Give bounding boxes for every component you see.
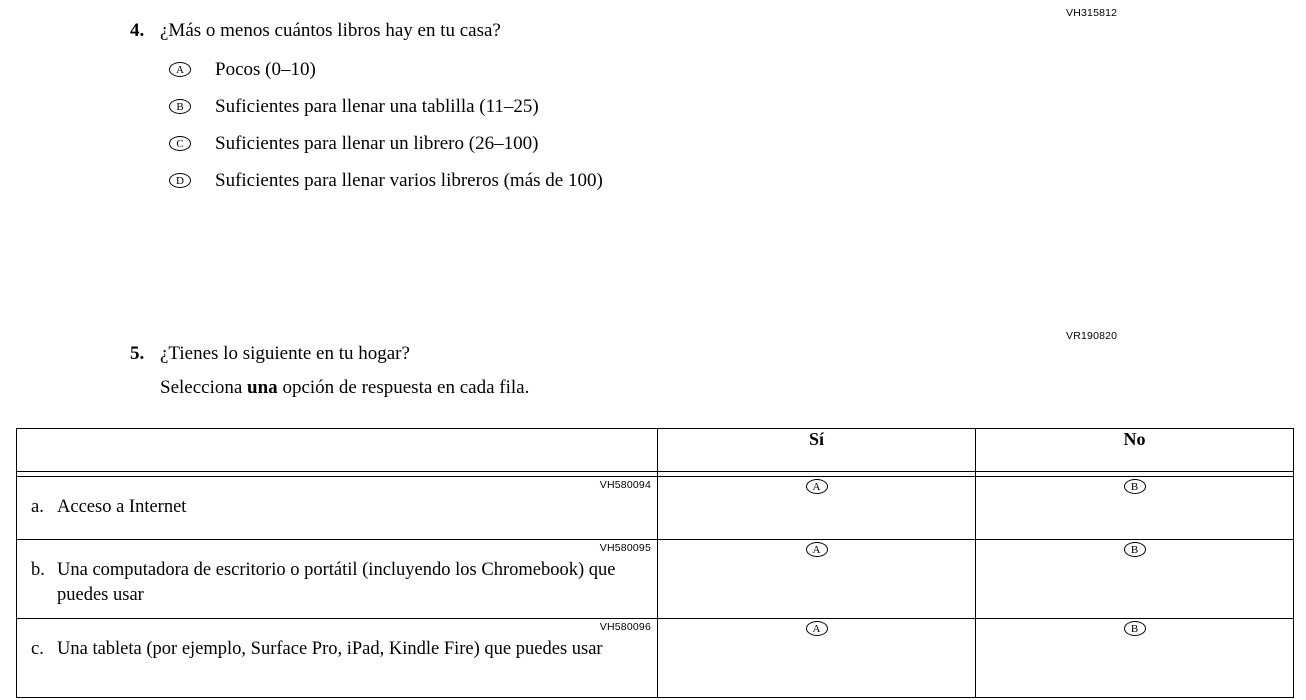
instruction-emphasis: una: [247, 377, 278, 398]
radio-bubble-c-yes-icon[interactable]: A: [806, 621, 828, 636]
radio-bubble-b-yes-icon[interactable]: A: [806, 542, 828, 557]
matrix-header-row: [17, 429, 1294, 472]
option-b-label: Suficientes para llenar una tablilla (11–25): [215, 96, 539, 117]
matrix-stem-b: [17, 540, 658, 619]
option-c[interactable]: [169, 132, 1130, 156]
option-b[interactable]: [169, 95, 1130, 119]
question-5-header: [130, 341, 1130, 367]
row-c-letter: c.: [31, 639, 44, 659]
item-code-row-c: VH580096: [599, 621, 651, 633]
question-4-number: 4.: [130, 20, 145, 41]
row-c-text: Una tableta (por ejemplo, Surface Pro, iPad, Kindle Fire) que puedes usar: [57, 639, 603, 659]
item-code-q4: VH315812: [1066, 7, 1118, 19]
option-c-label: Suficientes para llenar un librero (26–100): [215, 133, 539, 154]
matrix-answer-a-yes[interactable]: [658, 477, 976, 540]
table-row: [17, 477, 1294, 540]
option-d-label: Suficientes para llenar varios libreros (más de 100): [215, 170, 603, 191]
row-b-letter: b.: [31, 560, 45, 580]
table-row: [17, 619, 1294, 698]
question-5-instruction: [160, 376, 1130, 400]
item-code-row-a: VH580094: [599, 479, 651, 491]
instruction-pre: Selecciona: [160, 377, 248, 398]
radio-bubble-c-icon[interactable]: C: [169, 136, 191, 151]
option-d[interactable]: [169, 169, 1130, 193]
question-5-number: 5.: [130, 343, 145, 364]
matrix-stem-a: [17, 477, 658, 540]
question-5: [130, 341, 1130, 400]
row-a-text: Acceso a Internet: [57, 497, 187, 517]
item-code-q5: VR190820: [1066, 330, 1118, 342]
radio-bubble-c-no-icon[interactable]: B: [1124, 621, 1146, 636]
matrix-answer-a-no[interactable]: [976, 477, 1294, 540]
question-4-text: ¿Más o menos cuántos libros hay en tu casa?: [160, 20, 501, 41]
matrix-header-stem: [17, 429, 658, 472]
question-4: [130, 18, 1130, 206]
table-row: [17, 540, 1294, 619]
matrix-stem-c: [17, 619, 658, 698]
question-4-options: [169, 58, 1130, 193]
radio-bubble-a-no-icon[interactable]: B: [1124, 479, 1146, 494]
radio-bubble-b-no-icon[interactable]: B: [1124, 542, 1146, 557]
option-a-label: Pocos (0–10): [215, 59, 316, 80]
radio-bubble-a-yes-icon[interactable]: A: [806, 479, 828, 494]
row-b-text: Una computadora de escritorio o portátil (incluyendo los Chromebook) que puedes usar: [57, 560, 616, 605]
row-a-letter: a.: [31, 497, 44, 517]
matrix-answer-b-no[interactable]: [976, 540, 1294, 619]
option-a[interactable]: [169, 58, 1130, 82]
question-5-text: ¿Tienes lo siguiente en tu hogar?: [160, 343, 410, 364]
radio-bubble-b-icon[interactable]: B: [169, 99, 191, 114]
matrix-answer-b-yes[interactable]: [658, 540, 976, 619]
response-matrix: [16, 428, 1294, 698]
matrix-header-no: No: [976, 429, 1294, 472]
matrix-answer-c-no[interactable]: [976, 619, 1294, 698]
question-4-header: [130, 18, 1130, 44]
item-code-row-b: VH580095: [599, 542, 651, 554]
radio-bubble-d-icon[interactable]: D: [169, 173, 191, 188]
matrix-header-yes: Sí: [658, 429, 976, 472]
instruction-post: opción de respuesta en cada fila.: [277, 377, 530, 398]
radio-bubble-a-icon[interactable]: A: [169, 62, 191, 77]
matrix-answer-c-yes[interactable]: [658, 619, 976, 698]
